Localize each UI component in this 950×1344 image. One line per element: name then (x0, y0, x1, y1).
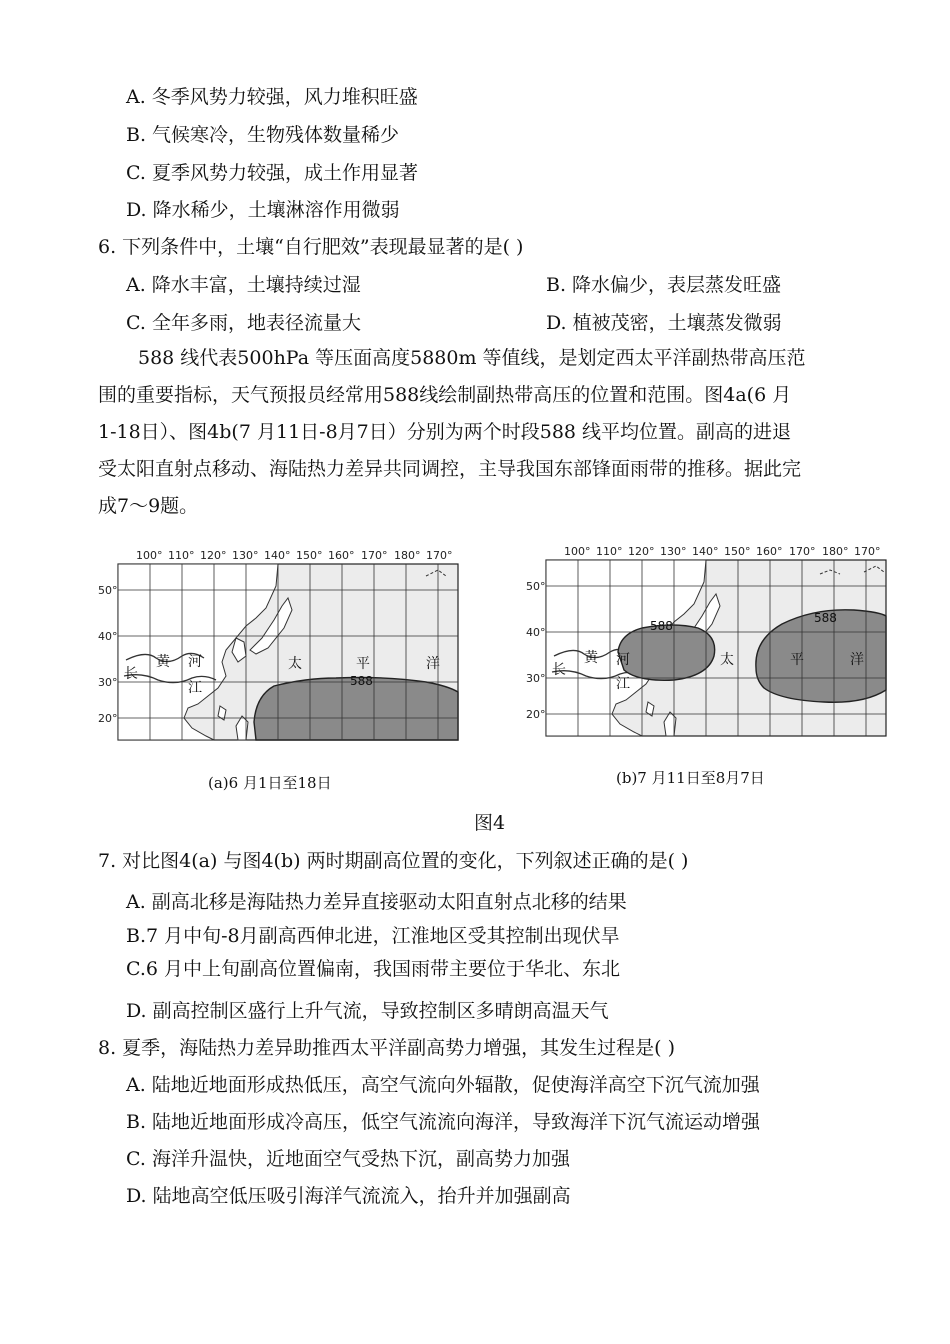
map-b-lon-label: 170° (854, 545, 881, 558)
map-b-lon-label: 110° (596, 545, 623, 558)
map-b-lon-label: 140° (692, 545, 719, 558)
map-b-caption: (b)7 月11日至8月7日 (616, 769, 765, 787)
map-a-lat-label: 30° (98, 676, 118, 689)
q7-option-c: C.6 月中上旬副高位置偏南，我国雨带主要位于华北、东北 (126, 958, 621, 980)
map-a-label-yang: 洋 (426, 656, 440, 672)
q7-option-a: A. 副高北移是海陆热力差异直接驱动太阳直射点北移的结果 (126, 891, 627, 913)
passage-line-3: 1-18日）、图4b(7 月11日-8月7日）分别为两个时段588 线平均位置。副高的进退 (98, 421, 792, 443)
passage-line-1: 588 线代表500hPa 等压面高度5880m 等值线，是划定西太平洋副热带高压范 (138, 347, 806, 369)
map-a-lon-label: 110° (168, 549, 195, 562)
map-a-lon-label: 130° (232, 549, 259, 562)
q7-option-d: D. 副高控制区盛行上升气流，导致控制区多晴朗高温天气 (126, 1000, 609, 1022)
map-a-lat-label: 50° (98, 584, 118, 597)
q6-option-b: B. 降水偏少，表层蒸发旺盛 (546, 274, 782, 296)
map-a-caption: (a)6 月1日至18日 (208, 774, 332, 792)
map-b-lat-label: 20° (526, 708, 546, 721)
q5-option-d: D. 降水稀少，土壤淋溶作用微弱 (126, 199, 400, 221)
map-b-lat-label: 40° (526, 626, 546, 639)
map-a-lon-label: 100° (136, 549, 163, 562)
map-b-lon-label: 160° (756, 545, 783, 558)
map-a-lat-label: 40° (98, 630, 118, 643)
map-b (524, 542, 890, 738)
map-a-lon-label: 140° (264, 549, 291, 562)
map-a-lon-label: 170° (361, 549, 388, 562)
map-b-lat-label: 50° (526, 580, 546, 593)
map-b-label-jiang: 江 (616, 676, 630, 692)
map-b-label-ping: 平 (790, 652, 804, 668)
passage-line-4: 受太阳直射点移动、海陆热力差异共同调控，主导我国东部锋面雨带的推移。据此完 (98, 458, 802, 480)
map-b-lon-label: 180° (822, 545, 849, 558)
map-b-lon-label: 130° (660, 545, 687, 558)
map-b-lon-label: 120° (628, 545, 655, 558)
map-a-lon-label: 180° (394, 549, 421, 562)
q6-option-d: D. 植被茂密，土壤蒸发微弱 (546, 312, 782, 334)
q7-option-b: B.7 月中旬-8月副高西伸北进，江淮地区受其控制出现伏旱 (126, 925, 620, 947)
q8-option-a: A. 陆地近地面形成热低压，高空气流向外辐散，促使海洋高空下沉气流加强 (126, 1074, 760, 1096)
q8-option-b: B. 陆地近地面形成冷高压，低空气流流向海洋，导致海洋下沉气流运动增强 (126, 1111, 761, 1133)
map-b-label-yang: 洋 (850, 652, 864, 668)
map-a-label-jiang: 江 (188, 680, 202, 696)
figure-label: 图4 (474, 812, 506, 834)
map-a-label-he: 河 (188, 654, 202, 670)
q7-stem: 7. 对比图4(a) 与图4(b) 两时期副高位置的变化，下列叙述正确的是( ) (98, 850, 689, 872)
q8-option-d: D. 陆地高空低压吸引海洋气流流入，抬升并加强副高 (126, 1185, 571, 1207)
q6-stem: 6. 下列条件中，土壤“自行肥效”表现最显著的是( ) (98, 236, 524, 258)
q5-option-c: C. 夏季风势力较强，成土作用显著 (126, 162, 418, 184)
passage-line-5: 成7～9题。 (98, 495, 199, 517)
map-a-label-huang: 黄 (156, 654, 170, 670)
map-b-label-he: 河 (616, 652, 630, 668)
q6-option-a: A. 降水丰富，土壤持续过湿 (126, 274, 361, 296)
map-a-lat-label: 20° (98, 712, 118, 725)
q5-option-b: B. 气候寒冷，生物残体数量稀少 (126, 124, 400, 146)
passage-line-2: 围的重要指标，天气预报员经常用588线绘制副热带高压的位置和范围。图4a(6 月 (98, 384, 792, 406)
map-a-label-tai: 太 (288, 656, 302, 672)
map-b-lon-label: 170° (789, 545, 816, 558)
map-b-lat-label: 30° (526, 672, 546, 685)
map-b-label-tai: 太 (720, 652, 734, 668)
map-a-label-ping: 平 (356, 656, 370, 672)
map-a (96, 546, 462, 742)
map-a-label-chang: 长 (124, 666, 138, 682)
map-a-lon-label: 120° (200, 549, 227, 562)
map-a-lon-label: 160° (328, 549, 355, 562)
map-b-lon-label: 150° (724, 545, 751, 558)
map-b-label-huang: 黄 (584, 650, 598, 666)
map-a-label-588: 588 (350, 674, 373, 688)
q5-option-a: A. 冬季风势力较强，风力堆积旺盛 (126, 86, 418, 108)
q8-option-c: C. 海洋升温快，近地面空气受热下沉，副高势力加强 (126, 1148, 570, 1170)
map-b-label-588-east: 588 (814, 611, 837, 625)
map-b-lon-label: 100° (564, 545, 591, 558)
q8-stem: 8. 夏季，海陆热力差异助推西太平洋副高势力增强，其发生过程是( ) (98, 1037, 676, 1059)
map-a-lon-label: 150° (296, 549, 323, 562)
q6-option-c: C. 全年多雨，地表径流量大 (126, 312, 361, 334)
map-b-label-chang: 长 (552, 662, 566, 678)
map-b-label-588-west: 588 (650, 619, 673, 633)
map-a-lon-label: 170° (426, 549, 453, 562)
